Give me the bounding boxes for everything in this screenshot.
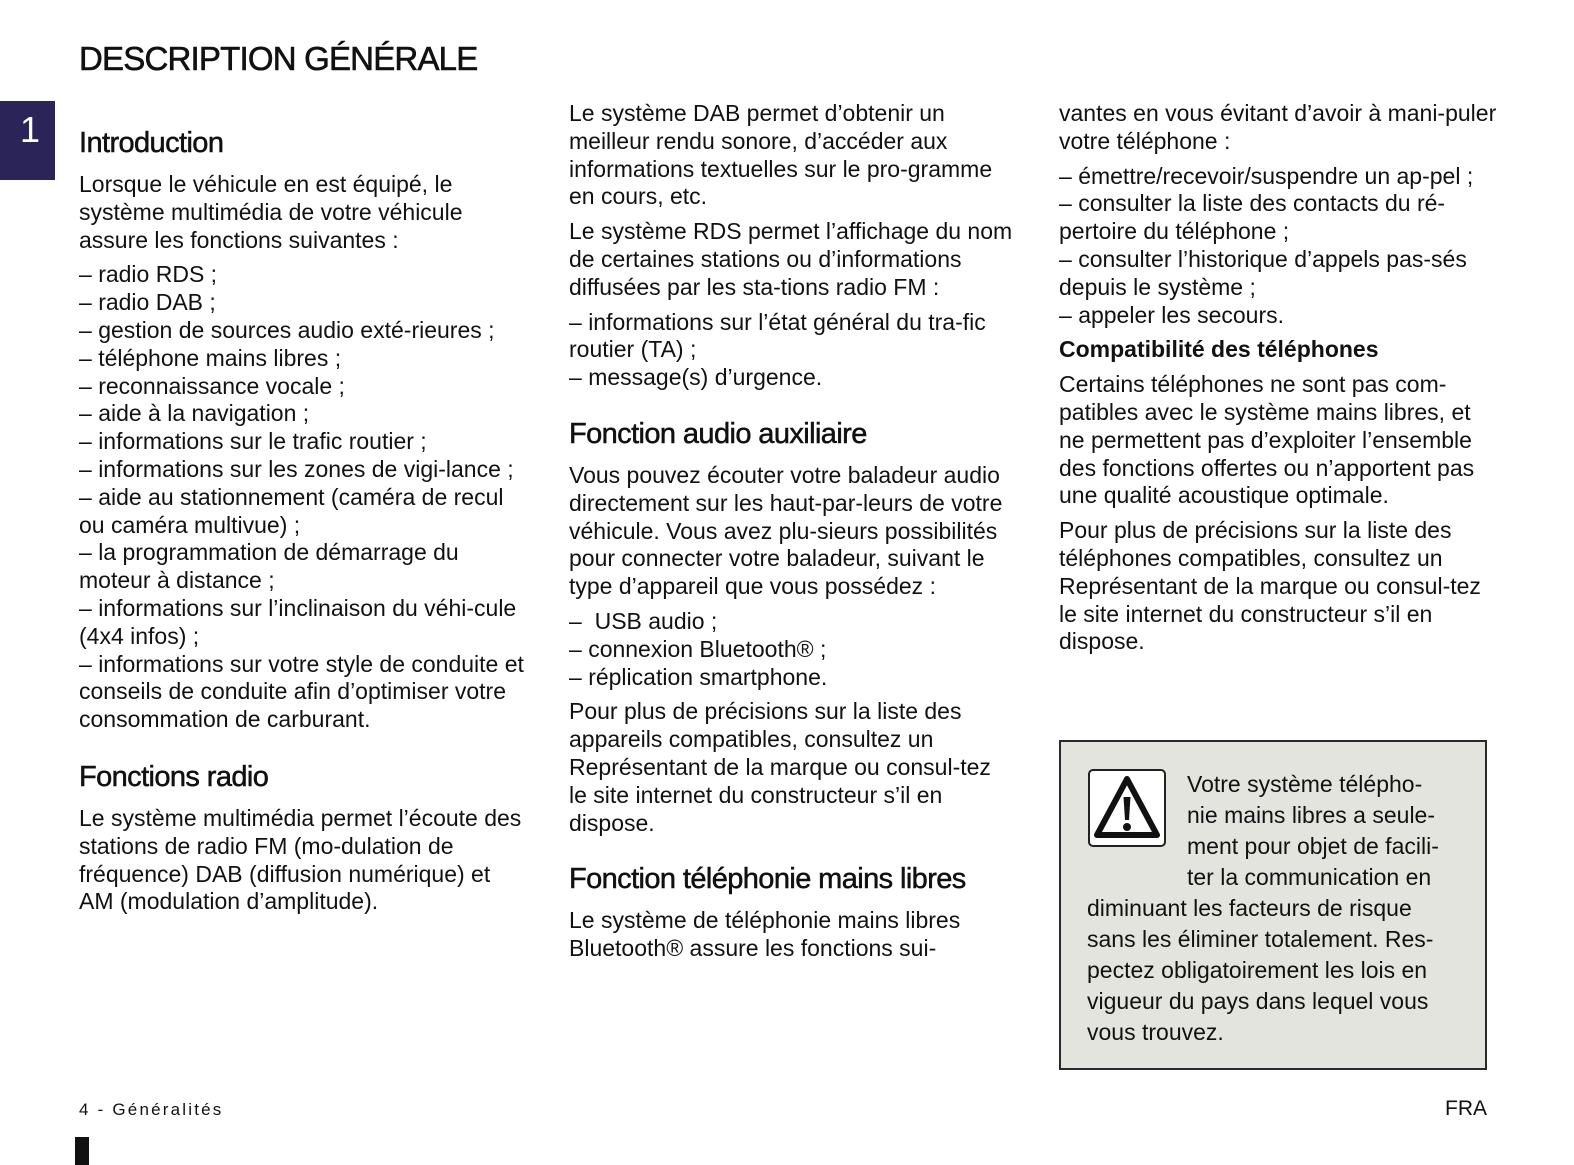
- warning-line: ter la communication en: [1187, 864, 1432, 890]
- list-item: – informations sur l’inclinaison du véhi-cule (4x4 infos) ;: [79, 595, 524, 651]
- dab-text: Le système DAB permet d’obtenir un meilleur rendu sonore, d’accéder aux informations textuelles sur le pro-gramme en cours, etc.: [569, 100, 993, 210]
- aux-list: [569, 608, 1014, 691]
- list-item: – radio RDS ;: [79, 261, 524, 289]
- list-item: – consulter la liste des contacts du ré-pertoire du téléphone ;: [1059, 190, 1499, 246]
- aux-heading: Fonction audio auxiliaire: [569, 417, 867, 450]
- list-item: – informations sur votre style de conduite et conseils de conduite afin d’optimiser votre consommation de carburant.: [79, 651, 524, 734]
- list-item: – informations sur les zones de vigi-lance ;: [79, 456, 524, 484]
- compatibility-more-text: Pour plus de précisions sur la liste des téléphones compatibles, consultez un Représentant de la marque ou consul-tez le site internet du constructeur s’il en dispose.: [1059, 517, 1481, 655]
- introduction-text: Lorsque le véhicule en est équipé, le système multimédia de votre véhicule assure les fonctions suivantes :: [79, 171, 463, 253]
- warning-line: sans les éliminer totalement. Res-: [1087, 926, 1434, 952]
- list-item: – appeler les secours.: [1059, 302, 1499, 330]
- aux-text: Vous pouvez écouter votre baladeur audio directement sur les haut-par-leurs de votre véhicule. Vous avez plu-sieurs possibilités pour connecter votre baladeur, suivant le type d’appareil que vous possédez :: [569, 461, 1003, 600]
- list-item: – gestion de sources audio exté-rieures ;: [79, 317, 524, 345]
- warning-line: vous trouvez.: [1087, 1019, 1224, 1045]
- column-1: [79, 100, 524, 916]
- warning-text: [1087, 769, 1472, 1048]
- chapter-number: 1: [20, 109, 41, 150]
- list-item: – connexion Bluetooth® ;: [569, 636, 1014, 664]
- list-item: – informations sur le trafic routier ;: [79, 428, 524, 456]
- warning-line: nie mains libres a seule-: [1187, 802, 1436, 828]
- warning-line: ment pour objet de facili-: [1187, 833, 1439, 859]
- list-item: – radio DAB ;: [79, 289, 524, 317]
- phone-heading: Fonction téléphonie mains libres: [569, 863, 966, 896]
- list-item: – consulter l’historique d’appels pas-sés depuis le système ;: [1059, 246, 1499, 302]
- list-item: – USB audio ;: [569, 608, 1014, 636]
- aux-more-text: Pour plus de précisions sur la liste des appareils compatibles, consultez un Représentant de la marque ou consul-tez le site internet du constructeur s’il en dispose.: [569, 698, 991, 836]
- warning-line: diminuant les facteurs de risque: [1087, 895, 1412, 921]
- list-item: – émettre/recevoir/suspendre un ap-pel ;: [1059, 163, 1499, 191]
- list-item: – reconnaissance vocale ;: [79, 373, 524, 401]
- radio-heading: Fonctions radio: [79, 760, 269, 793]
- rds-text: Le système RDS permet l’affichage du nom de certaines stations ou d’informations diffusées par les sta-tions radio FM :: [569, 218, 1013, 300]
- introduction-heading: Introduction: [79, 127, 224, 159]
- radio-text: Le système multimédia permet l’écoute des stations de radio FM (mo-dulation de fréquence) DAB (diffusion numérique) et AM (modulation d’amplitude).: [79, 804, 522, 915]
- rds-list: [569, 309, 1014, 392]
- phone-continuation-text: vantes en vous évitant d’avoir à mani-puler votre téléphone :: [1059, 100, 1497, 154]
- warning-line: Votre système télépho-: [1187, 771, 1423, 797]
- warning-line: pectez obligatoirement les lois en: [1087, 957, 1428, 983]
- phone-list: [1059, 163, 1499, 330]
- warning-box: [1059, 740, 1487, 1070]
- list-item: – réplication smartphone.: [569, 664, 1014, 692]
- compatibility-heading: Compatibilité des téléphones: [1059, 336, 1379, 363]
- phone-text: Le système de téléphonie mains libres Bluetooth® assure les fonctions sui-: [569, 907, 961, 962]
- compatibility-text: Certains téléphones ne sont pas com-patibles avec le système mains libres, et ne permettent pas d’exploiter l’ensemble des fonctions offertes ou n’apportent pas une qualité acoustique optimale.: [1059, 371, 1475, 509]
- crop-mark: [75, 1137, 89, 1165]
- column-3: [1059, 100, 1499, 656]
- list-item: – téléphone mains libres ;: [79, 345, 524, 373]
- warning-line: vigueur du pays dans lequel vous: [1087, 988, 1429, 1014]
- list-item: – informations sur l’état général du tra-fic routier (TA) ;: [569, 309, 1014, 365]
- features-list: [79, 261, 524, 734]
- footer-page-label: 4 - Généralités: [79, 1100, 224, 1119]
- list-item: – aide à la navigation ;: [79, 400, 524, 428]
- chapter-tab: [0, 101, 55, 180]
- list-item: – aide au stationnement (caméra de recul ou caméra multivue) ;: [79, 484, 524, 540]
- list-item: – la programmation de démarrage du moteur à distance ;: [79, 539, 524, 595]
- page-title: DESCRIPTION GÉNÉRALE: [79, 40, 478, 77]
- column-2: [569, 100, 1014, 963]
- footer-language: FRA: [1445, 1097, 1487, 1120]
- list-item: – message(s) d’urgence.: [569, 364, 1014, 392]
